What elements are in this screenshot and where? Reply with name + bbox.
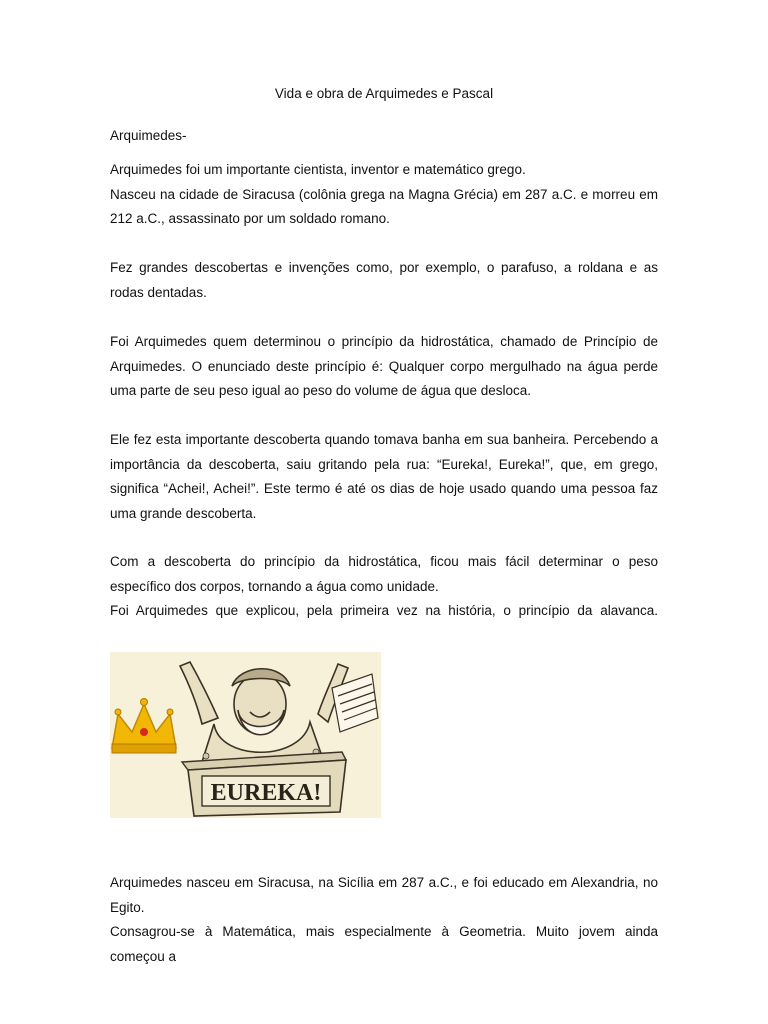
paragraph-6a: Arquimedes nasceu em Siracusa, na Sicília em 287 a.C., e foi educado em Alexandria, no Egito.: [110, 875, 658, 915]
paragraph-3-text: Foi Arquimedes quem determinou o princípio da hidrostática, chamado de Princípio de Arquimedes. O enunciado deste princípio é: Qualquer corpo mergulhado na água perde uma parte de seu peso igual ao peso do volume de água que desloca.: [110, 334, 658, 398]
paragraph-2: [110, 256, 658, 305]
paragraph-3: [110, 330, 658, 404]
paragraph-2-text: Fez grandes descobertas e invenções como, por exemplo, o parafuso, a roldana e as rodas dentadas.: [110, 260, 658, 300]
paragraph-5b: Foi Arquimedes que explicou, pela primeira vez na história, o princípio da alavanca.: [110, 603, 658, 618]
section-heading: [110, 124, 658, 149]
tub-inscription: EUREKA!: [210, 780, 322, 806]
bathtub: [182, 752, 346, 816]
eureka-illustration: [110, 652, 381, 818]
paragraph-4-text: Ele fez esta importante descoberta quando tomava banha em sua banheira. Percebendo a importância da descoberta, saiu gritando pela rua: “Eureka!, Eureka!”, que, em grego, significa “Achei!, Achei!”. Este termo é até os dias de hoje usado quando uma pessoa faz uma grande descoberta.: [110, 432, 658, 521]
paragraph-1a: Arquimedes foi um importante cientista, inventor e matemático grego.: [110, 162, 526, 177]
paragraph-1b: Nasceu na cidade de Siracusa (colônia grega na Magna Grécia) em 287 a.C. e morreu em 212 a.C., assassinato por um soldado romano.: [110, 186, 658, 226]
paragraph-6: [110, 871, 658, 969]
paragraph-1: [110, 158, 658, 232]
paragraph-5a: Com a descoberta do princípio da hidrostática, ficou mais fácil determinar o peso específico dos corpos, tornando a água como unidade.: [110, 554, 658, 594]
document-title: Vida e obra de Arquimedes e Pascal: [274, 86, 494, 101]
eureka-illustration-svg: [110, 652, 381, 818]
paragraph-4: [110, 428, 658, 526]
paragraph-5: [110, 550, 658, 624]
section-heading-text: Arquimedes-: [110, 128, 187, 143]
paragraph-6b: Consagrou-se à Matemática, mais especialmente à Geometria. Muito jovem ainda começou a: [110, 924, 658, 964]
